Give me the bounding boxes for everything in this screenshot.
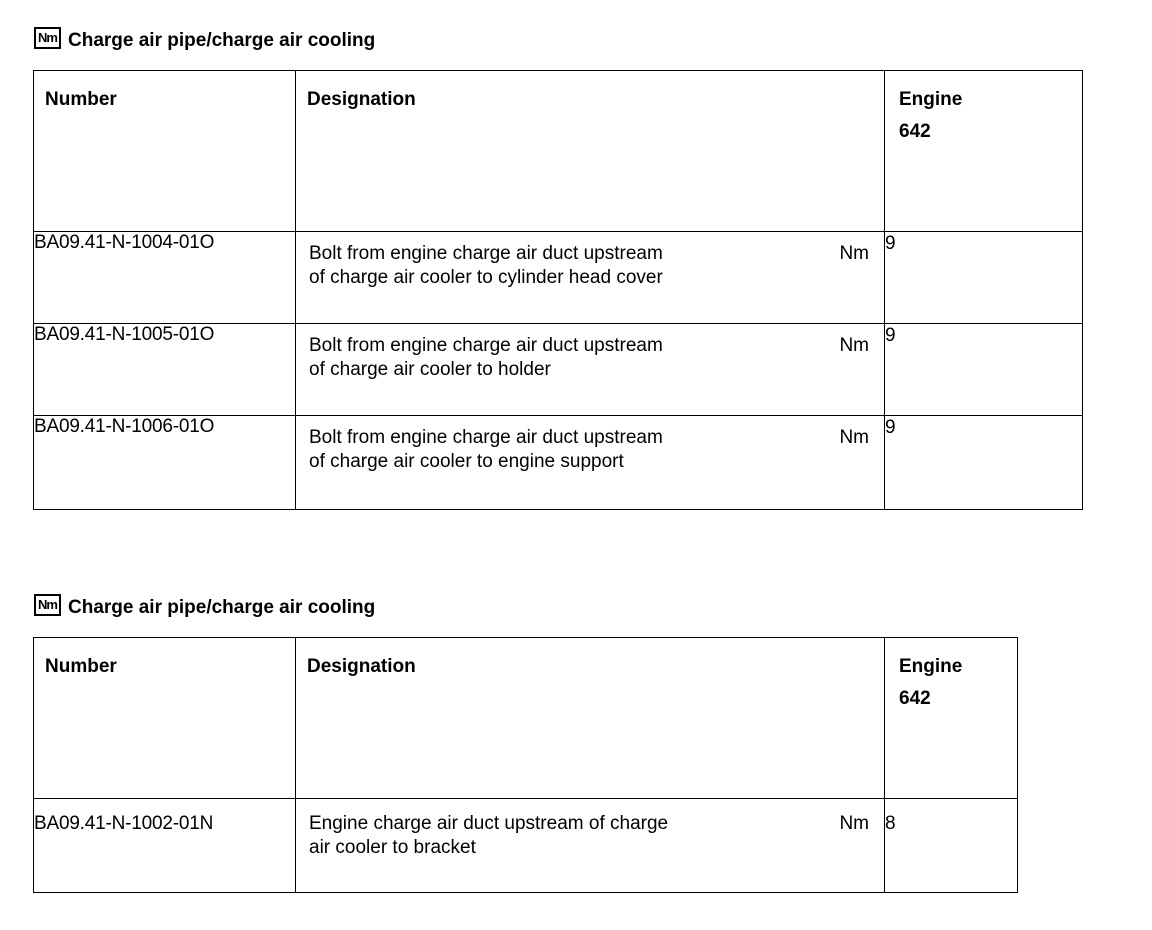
header-engine <box>885 638 1018 799</box>
row-number: BA09.41-N-1002-01N <box>34 799 296 893</box>
row-unit: Nm <box>839 335 869 356</box>
row-unit: Nm <box>839 813 869 834</box>
row-designation: Engine charge air duct upstream of charge air cooler to bracket Nm <box>296 799 885 893</box>
row-number: BA09.41-N-1006-01O <box>34 416 296 510</box>
header-engine <box>885 71 1083 232</box>
engine-model: 642 <box>899 121 931 142</box>
nm-torque-icon: Nm <box>34 27 61 49</box>
section-title-text: Charge air pipe/charge air cooling <box>68 30 376 51</box>
engine-model: 642 <box>899 688 931 709</box>
table-header-row <box>34 71 1083 232</box>
table-row <box>34 324 1083 416</box>
row-unit: Nm <box>839 243 869 264</box>
row-designation: Bolt from engine charge air duct upstream of charge air cooler to holder Nm <box>296 324 885 416</box>
torque-table-2 <box>33 637 1018 893</box>
section-title-2 <box>34 594 375 622</box>
row-value: 8 <box>885 799 1018 893</box>
table-row <box>34 416 1083 510</box>
header-number: Number <box>34 71 296 232</box>
table-header-row <box>34 638 1018 799</box>
header-number: Number <box>34 638 296 799</box>
row-number: BA09.41-N-1005-01O <box>34 324 296 416</box>
row-value: 9 <box>885 232 1083 324</box>
header-designation: Designation <box>296 71 885 232</box>
header-designation: Designation <box>296 638 885 799</box>
row-number: BA09.41-N-1004-01O <box>34 232 296 324</box>
section-title-text: Charge air pipe/charge air cooling <box>68 597 376 618</box>
torque-table-1 <box>33 70 1083 510</box>
row-value: 9 <box>885 324 1083 416</box>
table-row <box>34 799 1018 893</box>
section-title-1 <box>34 27 375 55</box>
nm-torque-icon: Nm <box>34 594 61 616</box>
engine-label: Engine <box>899 89 963 110</box>
row-value: 9 <box>885 416 1083 510</box>
row-unit: Nm <box>839 427 869 448</box>
row-designation: Bolt from engine charge air duct upstream of charge air cooler to engine support Nm <box>296 416 885 510</box>
engine-label: Engine <box>899 656 963 677</box>
table-row <box>34 232 1083 324</box>
row-designation: Bolt from engine charge air duct upstream of charge air cooler to cylinder head cover Nm <box>296 232 885 324</box>
